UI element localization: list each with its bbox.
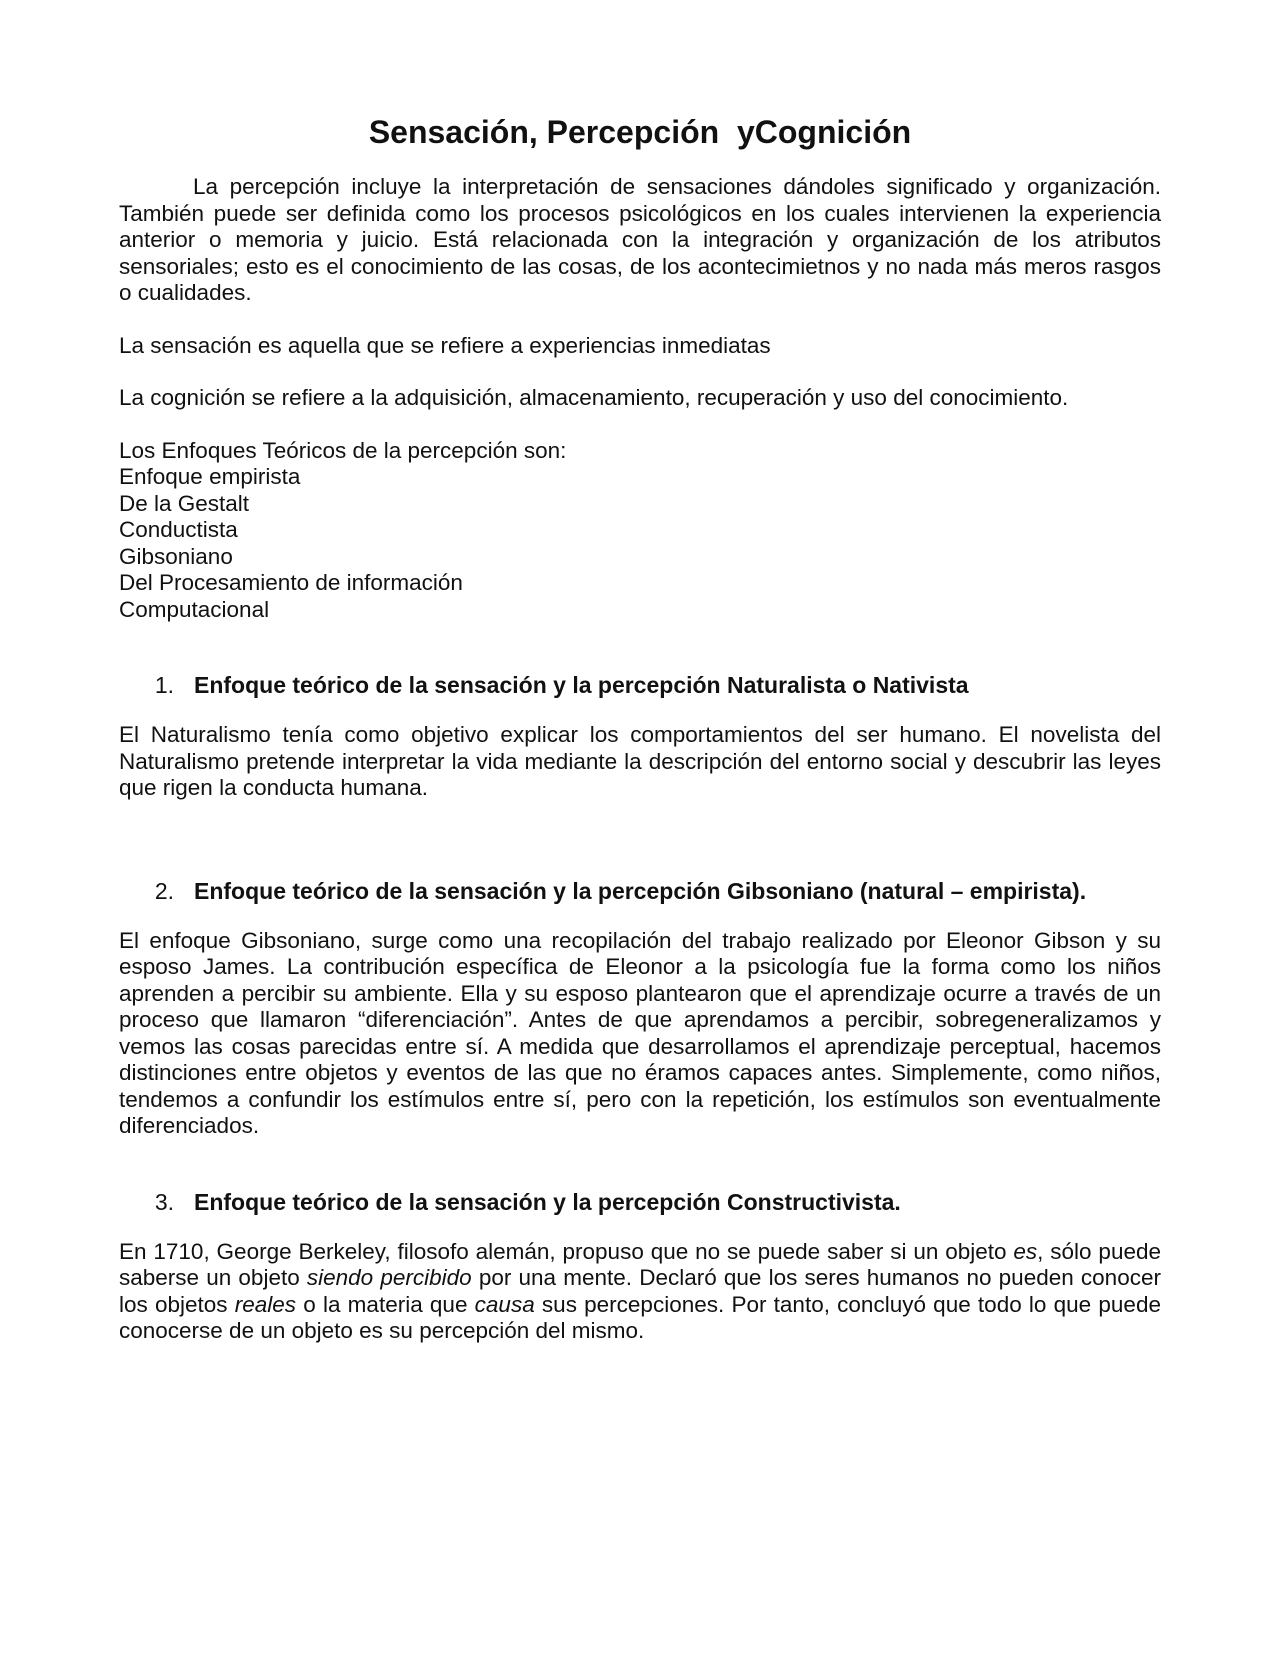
enfoques-intro: Los Enfoques Teóricos de la percepción son:	[119, 437, 567, 463]
italic-text: reales	[234, 1291, 297, 1317]
section-3-heading	[119, 1188, 1161, 1217]
section-title: Enfoque teórico de la sensación y la percepción Gibsoniano (natural – empirista).	[194, 877, 1087, 904]
document-title: Sensación, Percepción yCognición	[368, 114, 912, 150]
section-2-body: El enfoque Gibsoniano, surge como una recopilación del trabajo realizado por Eleonor Gibson y su esposo James. La contribución específica de Eleonor a la psicología fue la forma como los niños aprenden a percibir su ambiente. Ella y su esposo plantearon que el aprendizaje ocurre a través de un proceso que llamaron “diferenciación”. Antes de que aprendamos a percibir, sobregeneralizamos y vemos las cosas parecidas entre sí. A medida que desarrollamos el aprendizaje perceptual, hacemos distinciones entre objetos y eventos de las que no éramos capaces antes. Simplemente, como niños, tendemos a confundir los estímulos entre sí, pero con la repetición, los estímulos son eventualmente diferenciados.	[119, 927, 1161, 1138]
italic-text: siendo percibido	[306, 1265, 472, 1290]
section-3-body	[119, 1239, 1161, 1345]
section-title: Enfoque teórico de la sensación y la percepción Naturalista o Nativista	[194, 672, 969, 698]
enfoques-list	[119, 464, 1161, 623]
section-number: 1.	[154, 672, 174, 698]
section-2-heading	[119, 877, 1161, 906]
body-text: por una mente. Declaró que los seres humanos no pueden conocer los objetos	[119, 1265, 1161, 1317]
section-title: Enfoque teórico de la sensación y la percepción Constructivista.	[194, 1188, 901, 1215]
body-text: , sólo puede saberse un objeto	[119, 1238, 1161, 1290]
document-page	[119, 112, 1161, 1345]
intro-paragraph: La percepción incluye la interpretación de sensaciones dándoles significado y organización. También puede ser definida como los procesos psicológicos en los cuales intervienen la experiencia anterior o memoria y juicio. Está relacionada con la integración y organización de los atributos sensoriales; esto es el conocimiento de las cosas, de los acontecimietnos y no nada más meros rasgos o cualidades.	[119, 174, 1161, 305]
list-item: Del Procesamiento de información	[119, 570, 463, 595]
sensacion-paragraph: La sensación es aquella que se refiere a experiencias inmediatas	[119, 332, 771, 358]
list-item: Gibsoniano	[119, 543, 233, 569]
list-item: Conductista	[119, 517, 238, 542]
section-number: 2.	[154, 877, 174, 904]
list-item: De la Gestalt	[119, 490, 250, 516]
cognicion-paragraph: La cognición se refiere a la adquisición, almacenamiento, recuperación y uso del conocimiento.	[119, 385, 1069, 410]
section-1-body: El Naturalismo tenía como objetivo explicar los comportamientos del ser humano. El novelista del Naturalismo pretende interpretar la vida mediante la descripción del entorno social y descubrir las leyes que rigen la conducta humana.	[119, 722, 1161, 800]
italic-text: causa	[474, 1291, 535, 1317]
body-text: En 1710, George Berkeley, filosofo alemán, propuso que no se puede saber si un objeto	[119, 1238, 1014, 1264]
section-number: 3.	[154, 1188, 174, 1215]
list-item: Computacional	[119, 596, 270, 622]
enfoques-block	[119, 438, 1161, 624]
body-text: sus percepciones. Por tanto, concluyó que todo lo que puede conocerse de un objeto es su percepción del mismo.	[119, 1291, 1161, 1343]
italic-text: es	[1013, 1238, 1038, 1264]
list-item: Enfoque empirista	[119, 464, 301, 489]
body-text: o la materia que	[296, 1291, 475, 1317]
section-1-heading	[119, 671, 1161, 700]
